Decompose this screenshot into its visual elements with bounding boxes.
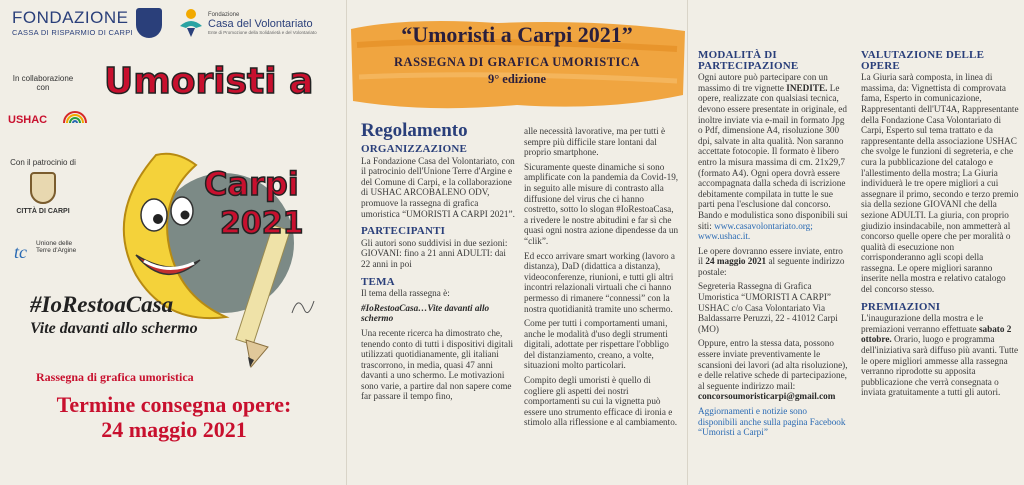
tema-text-5: Come per tutti i comportamenti umani, anche le modalità d'uso degli strumenti digitali, adottate per rispettare l'obbligo del distanziamento, creano, a volte, situazioni molto particolari. <box>524 318 669 371</box>
premiazioni-date: sabato 2 ottobre. <box>861 323 1012 345</box>
citta-di-carpi-label: CITTÀ DI CARPI <box>16 208 70 215</box>
deadline-notice <box>14 392 334 442</box>
art-title-line2: Carpi <box>204 165 299 203</box>
modalita-email-intro: Oppure, entro la stessa data, possono essere inviate preventivamente le scansioni dei lavori (ad alta risoluzione), e delle relative schede di partecipazione, al seguente indirizzo mail: <box>698 338 848 391</box>
regolamento-column-1 <box>361 144 516 406</box>
cdv-name: Casa del Volontariato <box>208 18 313 30</box>
ushac-logo <box>8 110 88 130</box>
modalita-text-1 <box>698 72 848 242</box>
terre-argine-logo <box>14 240 84 266</box>
premiazioni-text <box>861 313 1019 398</box>
banner-edition: 9° edizione <box>487 72 547 86</box>
postal-address: Segreteria Rassegna di Grafica Umoristica “UMORISTI A CARPI” USHAC c/o Casa Volontariato Via Baldassarre Peruzzi, 22 - 41012 Carpi (MO) <box>698 281 838 334</box>
cover-panel <box>0 0 346 485</box>
partecipanti-heading: PARTECIPANTI <box>361 225 446 238</box>
art-title-line3: 2021 <box>220 206 304 241</box>
modalita-date: 24 maggio 2021 <box>705 256 767 267</box>
facebook-notice[interactable]: Aggiornamenti e notizie sono disponibili anche sulla pagina Facebook “Umoristi a Carpi” <box>698 406 846 438</box>
modalita-text-2 <box>698 246 848 278</box>
regolamento-panel <box>347 0 687 485</box>
hashtag-subtitle: Vite davanti allo schermo <box>30 320 198 337</box>
modalita-deadline-intro: Le opere dovranno essere inviate, entro il <box>698 245 843 267</box>
deadline-line2: 24 maggio 2021 <box>101 417 247 442</box>
premiazioni-intro: L'inaugurazione della mostra e le premiazioni verranno effettuate <box>861 313 984 334</box>
volunteer-figure-icon <box>178 8 204 38</box>
modalita-column <box>698 50 848 442</box>
rainbow-icon <box>62 110 88 124</box>
casavolontariato-link[interactable]: www.casavolontariato.org; <box>714 220 813 231</box>
premiazioni-body: Orario, luogo e programma dell'iniziativa sarà diffuso più avanti. Tutte le opere migliori ammesse alla rassegna verranno riprodotte su apposita pubblicazione che verrà consegnata o inviata gratuitamente a tutti gli autori. <box>861 334 1019 398</box>
modalita-address-intro: al seguente indirizzo postale: <box>698 256 845 277</box>
regolamento-title: Regolamento <box>361 120 468 141</box>
cdv-tagline: Ente di Promozione della Solidarietà e del Volontariato <box>208 30 317 35</box>
tema-text-6: Compito degli umoristi è quello di cogliere gli aspetti dei nostri comportamenti su cui la vignetta può essere uno strumento efficace di ironia e stimolo alla riflessione e al cambiamento. <box>524 375 678 428</box>
art-title-line1: Umoristi a <box>104 61 314 102</box>
collab-label: In collaborazione con <box>12 74 74 92</box>
valutazione-column <box>861 50 1019 402</box>
premiazioni-heading: PREMIAZIONI <box>861 300 941 313</box>
ushac-link[interactable]: www.ushac.it. <box>698 231 751 242</box>
fondazione-crest-icon <box>136 8 162 38</box>
tema-text-2: alle necessità lavorative, ma per tutti è sempre più difficile stare lontani dal proprio smartphone. <box>524 126 666 158</box>
carpi-crest-icon <box>30 172 56 204</box>
modalita-heading: MODALITÀ DI PARTECIPAZIONE <box>698 49 799 72</box>
cdv-prefix: Fondazione <box>208 12 240 18</box>
fondazione-subtitle: CASSA DI RISPARMIO DI CARPI <box>12 28 133 37</box>
modalita-text-3 <box>698 338 848 402</box>
tema-intro: Il tema della rassegna è: <box>361 288 450 299</box>
terre-argine-text: Unione delle Terre d'Argine <box>36 240 77 254</box>
ushac-name: USHAC <box>8 114 48 126</box>
modalita-intro: Ogni autore può partecipare con un massimo di tre vignette <box>698 72 828 93</box>
regolamento-column-2 <box>524 126 679 432</box>
fondazione-name: FONDAZIONE <box>12 8 129 27</box>
deadline-line1: Termine consegna opere: <box>56 392 292 417</box>
tema-value: #IoRestoaCasa…Vite davanti allo schermo <box>361 302 490 324</box>
organizzazione-heading: ORGANIZZAZIONE <box>361 143 468 155</box>
rassegna-label: Rassegna di grafica umoristica <box>36 370 194 384</box>
valutazione-heading: VALUTAZIONE DELLE OPERE <box>861 49 985 72</box>
hashtag-title: #IoRestoaCasa <box>30 292 174 317</box>
tema-text-4: Ed ecco arrivare smart working (lavoro a distanza), DaD (didattica a distanza), videoconferenze, riunioni, e tutti gli altri incontri relazionali virtuali che ci hanno permesso di rimanere “connessi” con la nostra quotidianità tramite uno schermo. <box>524 250 676 314</box>
organizzazione-text: La Fondazione Casa del Volontariato, con il patrocinio dell'Unione Terre d'Argine e del Comune di Carpi, e la collaborazione di USHAC ARCOBALENO ODV, promuove la rassegna di grafica umoristica “UMORISTI A CARPI 2021”. <box>361 155 515 219</box>
valutazione-text: La Giuria sarà composta, in linea di massima, da: Vignettista di comprovata fama, Esperto in comunicazione, Rappresentanti dell'UT4A, Rappresentante della Fondazione Casa Volontariato di Carpi, Esperto sul tema trattato e da rappresentante della associazione USHAC che svolge le funzioni di segreteria, e che cura la pubblicazione del catalogo e l'allestimento della mostra; La Giuria individuerà le tre opere migliori a cui assegnare il primo, secondo e terzo premio sia della sezione GIOVANI che della sezione ADULTI. La giuria, con proprio giudizio insindacabile, non ammetterà al concorso quelle opere che per moralità o qualità di esecuzione non corrisponderanno agli scopi della rassegna. Le opere migliori saranno inserite nella mostra e relativo catalogo del concorso stesso. <box>861 72 1019 295</box>
details-panel <box>688 0 1024 485</box>
partecipanti-text: Gli autori sono suddivisi in due sezioni: GIOVANI: fino a 21 anni ADULTI: dai 22 anni in poi <box>361 237 508 269</box>
terre-argine-mark-icon: tc <box>14 242 27 262</box>
modalita-body: Le opere, realizzate con qualsiasi tecnica, devono essere presentate in originale, ed inoltre inviate via e-mail in formato Jpg o Pdf, dimensione A4, risoluzione 300 dpi, salvate in alta qualità. Non saranno accettate fotocopie. Il formato è libero entro la misura massima di cm. 21x29,7 (formato A4). Ogni opera dovrà essere accompagnata dalla scheda di iscrizione debitamente compilata in tutte le sue parti pena l'esclusione dal concorso. Bando e modulistica sono disponibili sui siti: <box>698 82 848 231</box>
banner-subtitle: RASSEGNA DI GRAFICA UMORISTICA <box>394 55 640 69</box>
tema-text-3: Sicuramente queste dinamiche si sono amplificate con la pandemia da Covid-19, in seguito alle misure di contrasto alla diffusione del virus che ci hanno costretto, sotto lo slogan #IoRestoaCasa, a rivedere le nostre abitudini e far sì che quasi ogni nostra azione dipendesse da un “clik”. <box>524 161 679 246</box>
contest-email-link[interactable]: concorsoumoristicarpi@gmail.com <box>698 391 836 402</box>
tema-heading: TEMA <box>361 275 395 288</box>
banner-title: “Umoristi a Carpi 2021” <box>401 22 633 47</box>
inedite-label: INEDITE. <box>786 82 828 93</box>
patrocinio-label: Con il patrocinio di <box>10 158 76 167</box>
tema-text-1: Una recente ricerca ha dimostrato che, tenendo conto di tutti i dispositivi digitali utilizzati quotidianamente, gli italiani trascorrono, in media, quasi 47 anni davanti a uno schermo. Le motivazioni sono varie, a partire dal non sapere come far passare il tempo fino, <box>361 327 514 402</box>
